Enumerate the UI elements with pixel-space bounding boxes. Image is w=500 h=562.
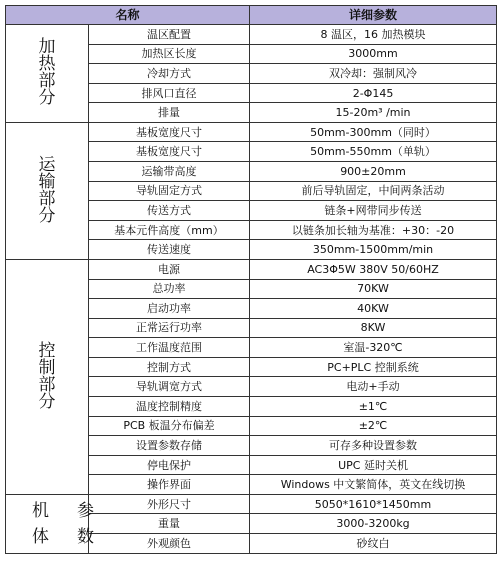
param-value: 双冷却：强制风冷 xyxy=(250,64,497,84)
param-name: 电源 xyxy=(89,259,250,279)
param-name: 设置参数存储 xyxy=(89,436,250,456)
param-name: 排量 xyxy=(89,103,250,123)
section-control-label: 控 制 部 分 xyxy=(6,259,89,494)
param-value: 50mm-550mm（单轨） xyxy=(250,142,497,162)
param-value: 电动+手动 xyxy=(250,377,497,397)
param-value: 以链条加长轴为基准：+30：-20 xyxy=(250,220,497,240)
param-name: 传送速度 xyxy=(89,240,250,260)
param-value: 3000mm xyxy=(250,44,497,64)
table-row xyxy=(6,122,497,142)
param-name: 外形尺寸 xyxy=(89,494,250,514)
param-name: 基本元件高度（mm） xyxy=(89,220,250,240)
param-value: 70KW xyxy=(250,279,497,299)
param-name: 导轨调宽方式 xyxy=(89,377,250,397)
param-name: 排风口直径 xyxy=(89,83,250,103)
param-name: PCB 板温分布偏差 xyxy=(89,416,250,436)
spec-table xyxy=(5,5,497,554)
param-value: 砂纹白 xyxy=(250,534,497,554)
param-name: 控制方式 xyxy=(89,357,250,377)
header-name: 名称 xyxy=(6,6,250,25)
param-name: 总功率 xyxy=(89,279,250,299)
header-detail: 详细参数 xyxy=(250,6,497,25)
section-transport-label: 运 输 部 分 xyxy=(6,122,89,259)
param-name: 工作温度范围 xyxy=(89,338,250,358)
param-name: 温区配置 xyxy=(89,25,250,45)
param-value: 链条+网带同步传送 xyxy=(250,201,497,221)
param-value: 5050*1610*1450mm xyxy=(250,494,497,514)
param-name: 加热区长度 xyxy=(89,44,250,64)
param-name: 运输带高度 xyxy=(89,162,250,182)
param-name: 重量 xyxy=(89,514,250,534)
param-value: 8KW xyxy=(250,318,497,338)
param-name: 传送方式 xyxy=(89,201,250,221)
param-value: PC+PLC 控制系统 xyxy=(250,357,497,377)
param-name: 外观颜色 xyxy=(89,534,250,554)
section-body-label: 机参 体数 xyxy=(6,494,89,553)
table-row xyxy=(6,494,497,514)
param-value: 40KW xyxy=(250,299,497,319)
param-value: 前后导轨固定，中间两条活动 xyxy=(250,181,497,201)
param-value: 8 温区，16 加热模块 xyxy=(250,25,497,45)
param-name: 基板宽度尺寸 xyxy=(89,122,250,142)
param-value: ±1℃ xyxy=(250,396,497,416)
param-value: UPC 延时关机 xyxy=(250,455,497,475)
param-name: 停电保护 xyxy=(89,455,250,475)
param-value: 2-Φ145 xyxy=(250,83,497,103)
param-name: 正常运行功率 xyxy=(89,318,250,338)
param-name: 冷却方式 xyxy=(89,64,250,84)
param-value: 900±20mm xyxy=(250,162,497,182)
param-value: 350mm-1500mm/min xyxy=(250,240,497,260)
param-name: 导轨固定方式 xyxy=(89,181,250,201)
table-row xyxy=(6,25,497,45)
param-value: 可存多种设置参数 xyxy=(250,436,497,456)
param-name: 温度控制精度 xyxy=(89,396,250,416)
section-heating-label: 加 热 部 分 xyxy=(6,25,89,123)
param-value: AC3Φ5W 380V 50/60HZ xyxy=(250,259,497,279)
param-value: ±2℃ xyxy=(250,416,497,436)
param-name: 操作界面 xyxy=(89,475,250,495)
param-value: 50mm-300mm（同时） xyxy=(250,122,497,142)
param-value: 3000-3200kg xyxy=(250,514,497,534)
param-name: 基板宽度尺寸 xyxy=(89,142,250,162)
param-value: 15-20m³ /min xyxy=(250,103,497,123)
param-name: 启动功率 xyxy=(89,299,250,319)
header-row xyxy=(6,6,497,25)
table-row xyxy=(6,259,497,279)
param-value: 室温-320℃ xyxy=(250,338,497,358)
param-value: Windows 中文繁简体，英文在线切换 xyxy=(250,475,497,495)
